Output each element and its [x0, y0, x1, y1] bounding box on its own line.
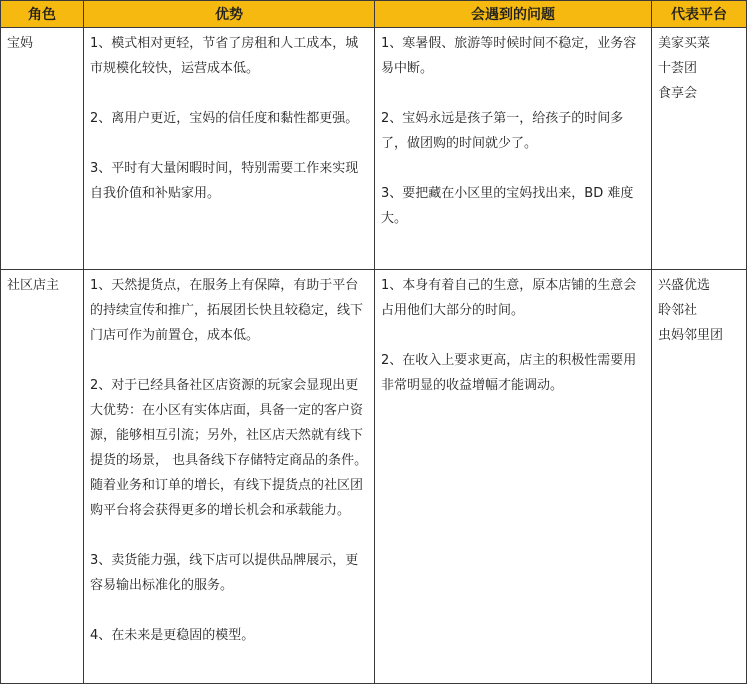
role-label: 社区店主: [7, 278, 60, 293]
platform-name: 十荟团: [658, 61, 698, 76]
problem-item: 2、在收入上要求更高，店主的积极性需要用非常明显的收益增幅才能调动。: [381, 353, 637, 393]
problems-cell: [375, 28, 652, 270]
problem-item: 1、本身有着自己的生意，原本店铺的生意会占用他们大部分的时间。: [381, 278, 637, 318]
header-problems: 会遇到的问题: [375, 1, 652, 28]
platforms-cell: [652, 28, 747, 270]
advantages-cell: [84, 270, 375, 684]
role-cell: [1, 270, 84, 684]
problem-item: 2、宝妈永远是孩子第一，给孩子的时间多了，做团购的时间就少了。: [381, 111, 624, 151]
advantage-item: 2、离用户更近，宝妈的信任度和黏性都更强。: [90, 111, 359, 126]
header-role: 角色: [1, 1, 84, 28]
advantage-item: 2、对于已经具备社区店资源的玩家会显现出更大优势：在小区有实体店面，具备一定的客户资源，能够相互引流；另外，社区店天然就有线下提货的场景， 也具备线下存储特定商品的条件。随着业务和订单的增长，有线下提货点的社区团购平台将会获得更多的增长机会和承载能力。: [90, 378, 368, 518]
platform-name: 食享会: [658, 86, 698, 101]
platform-name: 聆邻社: [658, 303, 698, 318]
problem-item: 3、要把藏在小区里的宝妈找出来，BD 难度大。: [381, 186, 634, 226]
table-row: [1, 28, 747, 270]
platform-name: 美家买菜: [658, 36, 711, 51]
problem-item: 1、寒暑假、旅游等时候时间不稳定，业务容易中断。: [381, 36, 637, 76]
header-advantages: 优势: [84, 1, 375, 28]
advantage-item: 3、卖货能力强，线下店可以提供品牌展示，更容易输出标准化的服务。: [90, 553, 359, 593]
advantage-item: 1、天然提货点，在服务上有保障，有助于平台的持续宣传和推广，拓展团长快且较稳定，线下门店可作为前置仓，成本低。: [90, 278, 364, 343]
platforms-cell: [652, 270, 747, 684]
advantage-item: 4、在未来是更稳固的模型。: [90, 628, 255, 643]
header-platforms: 代表平台: [652, 1, 747, 28]
advantage-item: 1、模式相对更轻，节省了房租和人工成本，城市规模化较快，运营成本低。: [90, 36, 359, 76]
header-row: [1, 1, 747, 28]
problems-cell: [375, 270, 652, 684]
platform-name: 兴盛优选: [658, 278, 711, 293]
role-label: 宝妈: [7, 36, 34, 51]
platform-name: 虫妈邻里团: [658, 328, 724, 343]
advantage-item: 3、平时有大量闲暇时间，特别需要工作来实现自我价值和补贴家用。: [90, 161, 359, 201]
role-cell: [1, 28, 84, 270]
advantages-cell: [84, 28, 375, 270]
table-row: [1, 270, 747, 684]
